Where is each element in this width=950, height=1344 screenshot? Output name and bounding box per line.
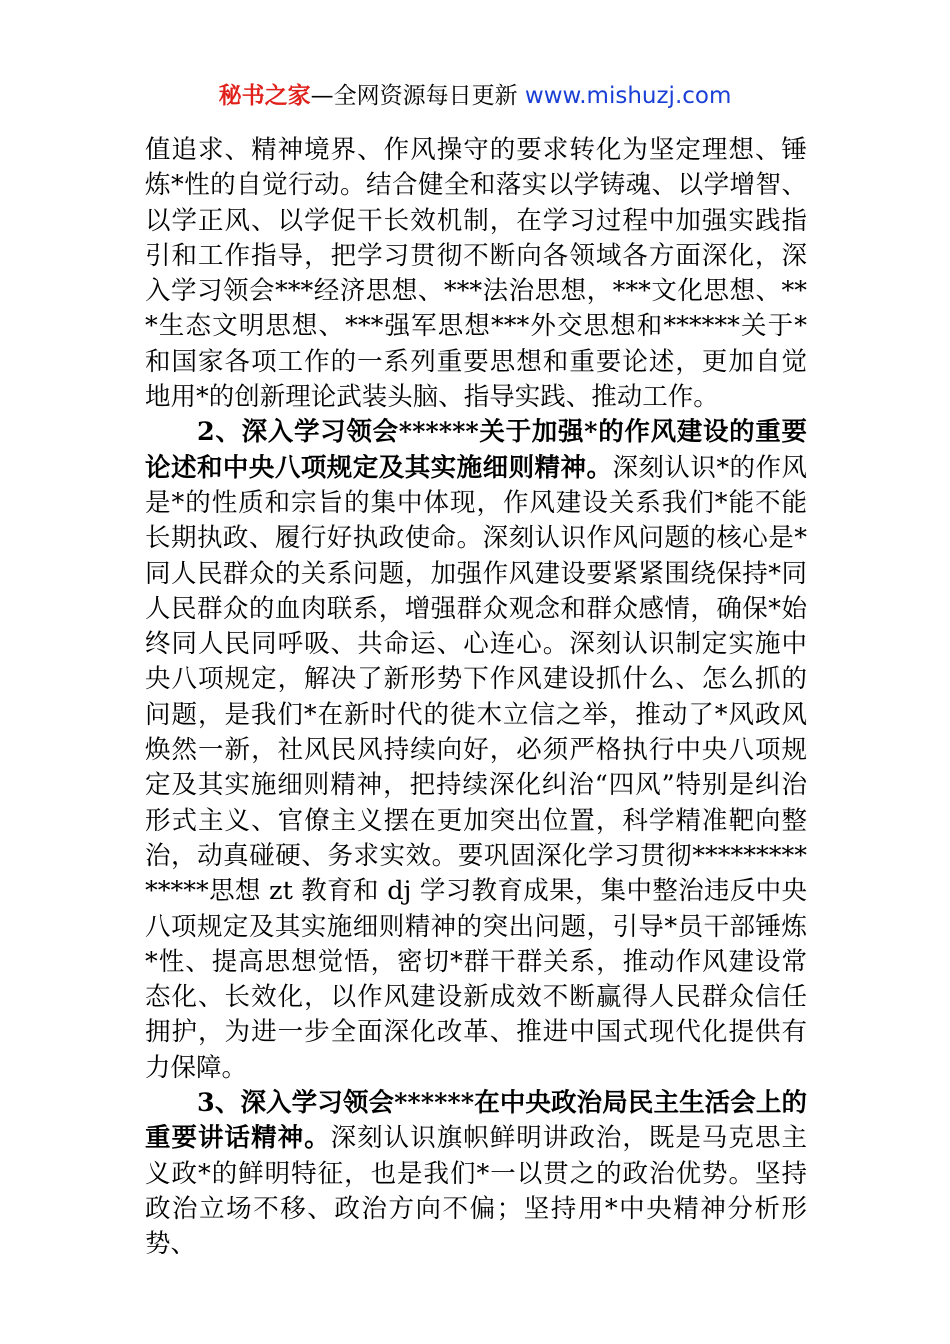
- paragraph-1-text: 值追求、精神境界、作风操守的要求转化为坚定理想、锤炼*性的自觉行动。结合健全和落实以学铸魂、以学增智、以学正风、以学促干长效机制，在学习过程中加强实践指引和工作指导，把学习贯彻不断向各领域各方面深化，深入学习领会***经济思想、***法治思想，***文化思想、***生态文明思想、***强军思想***外交思想和******关于*和国家各项工作的一系列重要思想和重要论述，更加自觉地用*的创新理论武装头脑、指导实践、推动工作。: [145, 135, 807, 413]
- paragraph-3: [145, 1086, 807, 1262]
- paragraph-3-text: 深刻认识旗帜鲜明讲政治，既是马克思主义政*的鲜明特征，也是我们*一以贯之的政治优势。坚持政治立场不移、政治方向不偏；坚持用*中央精神分析形势、: [145, 1123, 807, 1260]
- paragraph-1: [145, 133, 807, 415]
- paragraph-2: [145, 415, 807, 1086]
- brand-name: 秘书之家: [218, 83, 311, 109]
- paragraph-2-text: 深刻认识*的作风是*的性质和宗旨的集中体现，作风建设关系我们*能不能长期执政、履行好执政使命。深刻认识作风问题的核心是*同人民群众的关系问题，加强作风建设要紧紧围绕保持*同人民群众的血肉联系，增强群众观念和群众感情，确保*始终同人民同呼吸、共命运、心连心。深刻认识制定实施中央八项规定，解决了新形势下作风建设抓什么、怎么抓的问题，是我们*在新时代的徙木立信之举，推动了*风政风焕然一新，社风民风持续向好，必须严格执行中央八项规定及其实施细则精神，把持续深化纠治“四风”特别是纠治形式主义、官僚主义摆在更加突出位置，科学精准靶向整治，动真碰硬、务求实效。要巩固深化学习贯彻**************思想 zt 教育和 dj 学习教育成果，集中整治违反中央八项规定及其实施细则精神的突出问题，引导*员干部锤炼*性、提高思想觉悟，密切*群干群关系，推动作风建设常态化、长效化，以作风建设新成效不断赢得人民群众信任拥护，为进一步全面深化改革、推进中国式现代化提供有力保障。: [145, 452, 807, 1083]
- site-url-link[interactable]: www.mishuzj.com: [524, 83, 732, 109]
- document-body: [145, 133, 807, 1263]
- paragraph-3-heading: 3、深入学习领会******在中央政治局民主生活会上的重要讲话精神。: [145, 1088, 807, 1154]
- header-slogan: —全网资源每日更新: [310, 83, 525, 109]
- paragraph-2-heading: 2、深入学习领会******关于加强*的作风建设的重要论述和中央八项规定及其实施细则精神。: [145, 417, 807, 483]
- site-header: [0, 80, 950, 112]
